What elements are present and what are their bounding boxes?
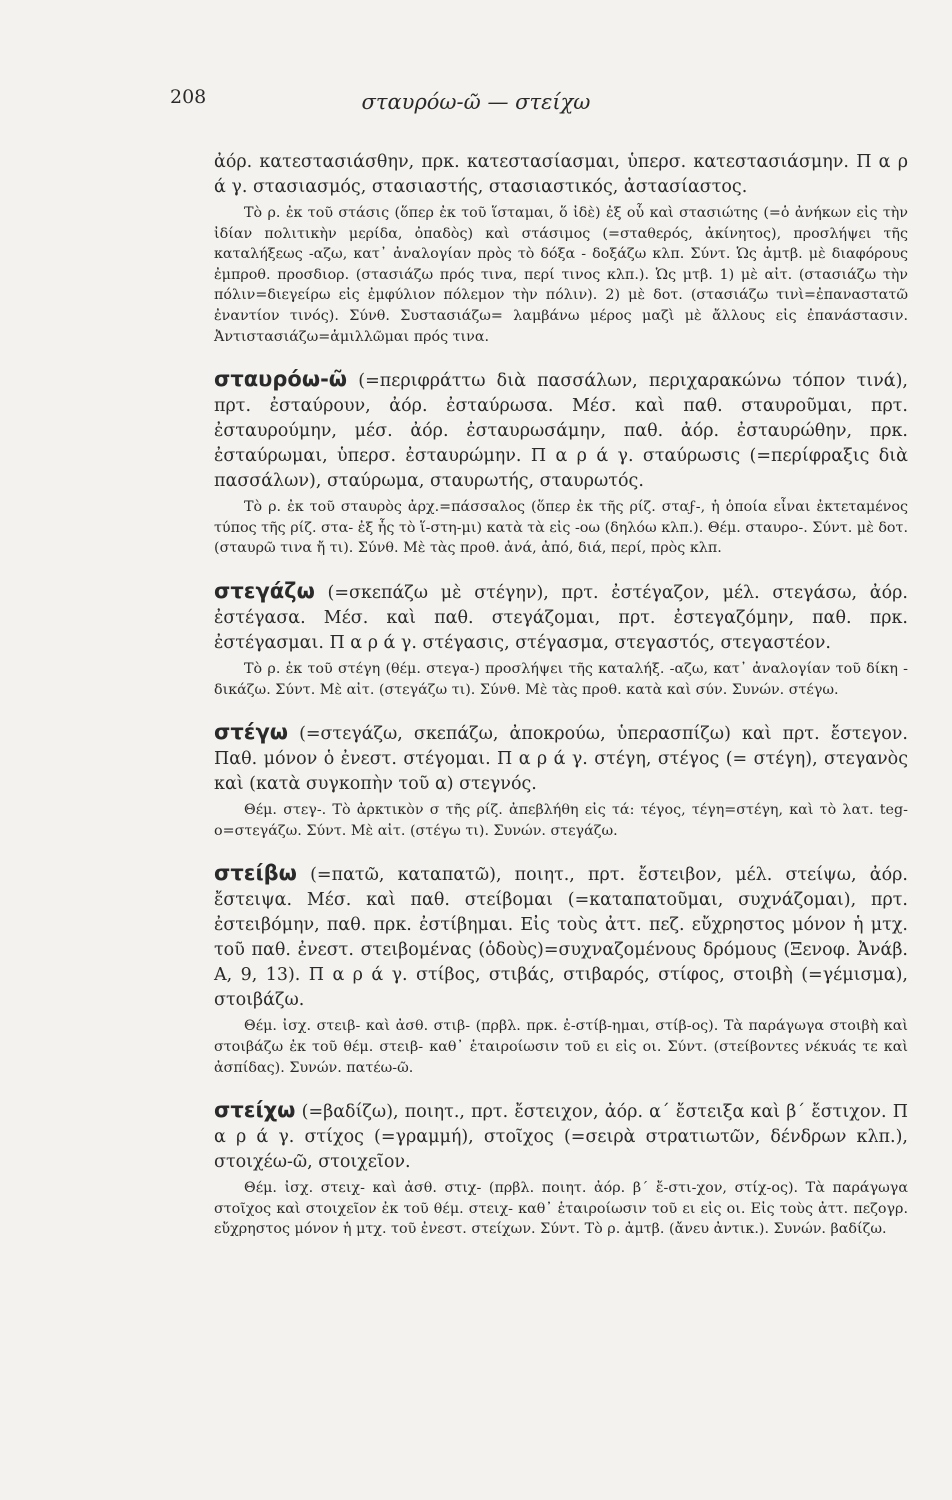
page-body	[214, 150, 908, 1240]
entry-etymology-note: Τὸ ρ. ἐκ τοῦ σταυρὸς ἀρχ.=πάσσαλος (ὅπερ ἐκ τῆς ρίζ. σταϝ-, ἡ ὁποία εἶναι ἐκτεταμένος τύπος τῆς ρίζ. στα- ἐξ ἧς τὸ ἵ-στη-μι) κατὰ τὰ εἰς -οω (δηλόω κλπ.). Θέμ. σταυρο-. Σύντ. μὲ δοτ. (σταυρῶ τινα ἤ τι). Σύνθ. Μὲ τὰς προθ. ἀνά, ἀπό, διά, περί, πρὸς κλπ.	[214, 499, 908, 557]
entry-headword: στεγάζω	[214, 578, 315, 603]
entry-continuation	[214, 150, 908, 347]
entry-steicho	[214, 1098, 908, 1240]
entry-main-text: ἀόρ. κατεστασιάσθην, πρκ. κατεστασίασμαι, ὑπερσ. κατεστασιάσμην. Π α ρ ά γ. στασιασμός, στασιαστής, στασιαστικός, ἀστασίαστος.	[214, 152, 908, 197]
entry-main-text: (=περιφράττω διὰ πασσάλων, περιχαρακώνω τόπον τινά), πρτ. ἐσταύρουν, ἀόρ. ἐσταύρωσα. Μέσ. καὶ παθ. σταυροῦμαι, πρτ. ἐσταυρούμην, μέσ. ἀόρ. ἐσταυρωσάμην, παθ. ἀόρ. ἐσταυρώθην, πρκ. ἐσταύρωμαι, ὑπερσ. ἐσταυρώμην. Π α ρ ά γ. σταύρωσις (=περίφραξις διὰ πασσάλων), σταύρωμα, σταυρωτής, σταυρωτός.	[214, 371, 908, 492]
entry-stego	[214, 720, 908, 841]
entry-headword: στείχω	[214, 1098, 296, 1123]
entry-etymology-note: Τὸ ρ. ἐκ τοῦ στέγη (θέμ. στεγα-) προσλήψει τῆς καταλήξ. -αζω, κατ᾽ ἀναλογίαν τοῦ δίκη - δικάζω. Σύντ. Μὲ αἰτ. (στεγάζω τι). Σύνθ. Μὲ τὰς προθ. κατὰ καὶ σύν. Συνών. στέγω.	[214, 660, 908, 698]
entry-main-text: (=σκεπάζω μὲ στέγην), πρτ. ἐστέγαζον, μέλ. στεγάσω, ἀόρ. ἐστέγασα. Μέσ. καὶ παθ. στεγάζομαι, πρτ. ἐστεγαζόμην, παθ. πρκ. ἐστέγασμαι. Π α ρ ά γ. στέγασις, στέγασμα, στεγαστός, στεγαστέον.	[214, 582, 908, 653]
running-title: σταυρόω-ῶ — στείχω	[361, 90, 591, 114]
page-header	[0, 86, 952, 122]
entry-etymology-note: Θέμ. ἰσχ. στειβ- καὶ ἀσθ. στιβ- (πρβλ. πρκ. ἐ-στίβ-ημαι, στίβ-ος). Τὰ παράγωγα στοιβὴ καὶ στοιβάζω ἐκ τοῦ θέμ. στειβ- καθ᾽ ἑταιροίωσιν τοῦ ει εἰς οι. Σύντ. (στείβοντες νέκυάς τε καὶ ἀσπίδας). Συνών. πατέω-ῶ.	[214, 1018, 908, 1076]
entry-headword: στέγω	[214, 720, 289, 745]
entry-main-text: (=βαδίζω), ποιητ., πρτ. ἔστειχον, ἀόρ. α´ ἔστειξα καὶ β´ ἔστιχον. Π α ρ ά γ. στίχος (=γραμμή), στοῖχος (=σειρὰ στρατιωτῶν, δένδρων κλπ.), στοιχέω-ῶ, στοιχεῖον.	[214, 1102, 908, 1173]
entry-main-text: (=στεγάζω, σκεπάζω, ἀποκρούω, ὑπερασπίζω) καὶ πρτ. ἔστεγον. Παθ. μόνον ὁ ἐνεστ. στέγομαι. Π α ρ ά γ. στέγη, στέγος (= στέγη), στεγανὸς καὶ (κατὰ συγκοπὴν τοῦ α) στεγνός.	[214, 724, 908, 795]
entry-steibo	[214, 861, 908, 1078]
entry-etymology-note: Τὸ ρ. ἐκ τοῦ στάσις (ὅπερ ἐκ τοῦ ἵσταμαι, ὅ ἰδὲ) ἐξ οὗ καὶ στασιώτης (=ὁ ἀνήκων εἰς τὴν ἰδίαν πολιτικὴν μερίδα, ὀπαδὸς) καὶ στάσιμος (=σταθερός, ἀκίνητος), προσλήψει τῆς καταλήξεως -αζω, κατ᾽ ἀναλογίαν πρὸς τὸ δόξα - δοξάζω κλπ. Σύντ. Ὡς ἀμτβ. μὲ διαφόρους ἐμπροθ. προσδιορ. (στασιάζω πρός τινα, περί τινος κλπ.). Ὡς μτβ. 1) μὲ αἰτ. (στασιάζω τὴν πόλιν=διεγείρω εἰς ἐμφύλιον πόλεμον τὴν πόλιν). 2) μὲ δοτ. (στασιάζω τινὶ=ἐπαναστατῶ ἐναντίον τινός). Σύνθ. Συστασιάζω= λαμβάνω μέρος μαζὶ μὲ ἄλλους εἰς ἐπανάστασιν. Ἀντιστασιάζω=ἁμιλλῶμαι πρός τινα.	[214, 205, 908, 345]
entry-etymology-note: Θέμ. στεγ-. Τὸ ἀρκτικὸν σ τῆς ρίζ. ἀπεβλήθη εἰς τά: τέγος, τέγη=στέγη, καὶ τὸ λατ. teg-o=στεγάζω. Σύντ. Μὲ αἰτ. (στέγω τι). Συνών. στεγάζω.	[214, 802, 908, 839]
page-number: 208	[170, 86, 207, 108]
entry-main-text: (=πατῶ, καταπατῶ), ποιητ., πρτ. ἔστειβον, μέλ. στείψω, ἀόρ. ἔστειψα. Μέσ. καὶ παθ. στείβομαι (=καταπατοῦμαι, συχνάζομαι), πρτ. ἐστειβόμην, παθ. πρκ. ἐστίβημαι. Εἰς τοὺς ἀττ. πεζ. εὔχρηστος μόνον ἡ μτχ. τοῦ παθ. ἐνεστ. στειβομένας (ὁδοὺς)=συχναζομένους δρόμους (Ξενοφ. Ἀνάβ. Α, 9, 13). Π α ρ ά γ. στίβος, στιβάς, στιβαρός, στίφος, στοιβὴ (=γέμισμα), στοιβάζω.	[214, 865, 908, 1011]
entry-headword: σταυρόω-ῶ	[214, 367, 348, 392]
entry-stegazo	[214, 579, 908, 700]
entry-etymology-note: Θέμ. ἰσχ. στειχ- καὶ ἀσθ. στιχ- (πρβλ. ποιητ. ἀόρ. β´ ἔ-στι-χον, στίχ-ος). Τὰ παράγωγα στοῖχος καὶ στοιχεῖον ἐκ τοῦ θέμ. στειχ- καθ᾽ ἑταιροίωσιν τοῦ ει εἰς οι. Εἰς τοὺς ἀττ. πεζογρ. εὔχρηστος μόνον ἡ μτχ. τοῦ ἐνεστ. στείχων. Σύντ. Τὸ ρ. ἀμτβ. (ἄνευ ἀντικ.). Συνών. βαδίζω.	[214, 1180, 908, 1238]
entry-headword: στείβω	[214, 861, 297, 886]
entry-stavroo	[214, 367, 908, 559]
